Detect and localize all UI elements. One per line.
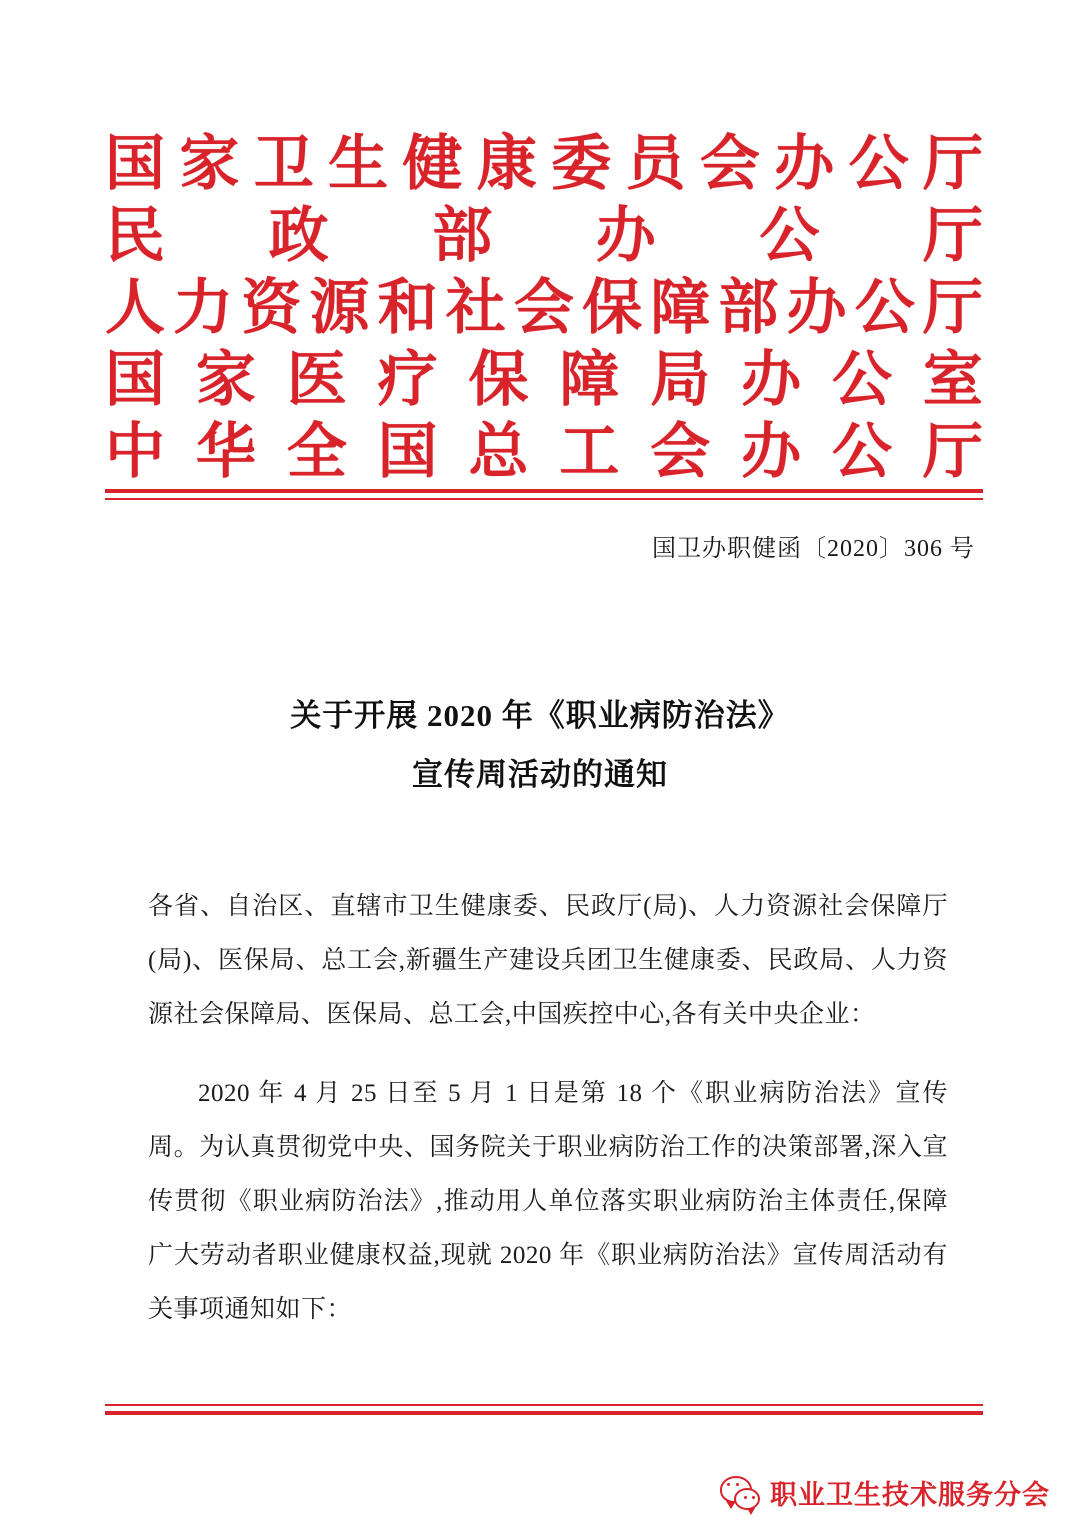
letterhead-char: 人 <box>105 275 165 341</box>
letterhead-char: 办 <box>741 419 802 485</box>
letterhead-char: 和 <box>377 275 438 341</box>
letterhead-char: 民 <box>105 203 165 269</box>
title-line-1: 关于开展 2020 年《职业病防治法》 <box>290 698 790 733</box>
letterhead-char: 办 <box>595 203 656 269</box>
letterhead-char: 障 <box>559 347 620 413</box>
letterhead-char: 委 <box>551 131 612 197</box>
letterhead-char: 卫 <box>253 131 314 197</box>
letterhead-char: 保 <box>582 275 643 341</box>
header-divider-thick <box>105 489 983 493</box>
letterhead-char: 资 <box>241 275 302 341</box>
letterhead-char: 厅 <box>922 131 983 197</box>
letterhead-char: 厅 <box>922 203 983 269</box>
letterhead-char: 会 <box>650 419 711 485</box>
letterhead-char: 医 <box>286 347 347 413</box>
letterhead-char: 办 <box>741 347 802 413</box>
letterhead-char: 社 <box>445 275 506 341</box>
letterhead-char: 政 <box>268 203 329 269</box>
letterhead-char: 公 <box>832 419 892 485</box>
letterhead-char: 公 <box>759 203 820 269</box>
letterhead-line-3 <box>105 272 983 344</box>
letterhead-char: 疗 <box>377 347 438 413</box>
letterhead-char: 力 <box>173 275 234 341</box>
letterhead-char: 总 <box>468 419 529 485</box>
letterhead-char: 障 <box>650 275 711 341</box>
header-divider <box>105 489 983 500</box>
letterhead-line-2 <box>105 200 983 272</box>
letterhead-char: 员 <box>625 131 686 197</box>
letterhead-line-4 <box>105 344 983 416</box>
letterhead-char: 全 <box>286 419 347 485</box>
letterhead-char: 工 <box>559 419 620 485</box>
letterhead-char: 国 <box>105 131 165 197</box>
letterhead-char: 办 <box>786 275 847 341</box>
letterhead-char: 局 <box>650 347 711 413</box>
footer-divider <box>105 1404 983 1415</box>
footer-account-tag <box>720 1473 1050 1512</box>
letterhead-char: 国 <box>105 347 165 413</box>
letterhead-char: 康 <box>476 131 537 197</box>
letterhead-char: 办 <box>774 131 835 197</box>
footer-divider-thin <box>105 1404 983 1406</box>
document-body <box>148 855 948 1362</box>
body-paragraph-recipients: 各省、自治区、直辖市卫生健康委、民政厅(局)、人力资源社会保障厅(局)、医保局、总工会,新疆生产建设兵团卫生健康委、民政局、人力资源社会保障局、医保局、总工会,中国疾控中心,各有关中央企业： <box>148 893 948 1028</box>
header-divider-thin <box>105 498 983 500</box>
letterhead-char: 部 <box>718 275 779 341</box>
letterhead-char: 会 <box>513 275 574 341</box>
letterhead-char: 国 <box>377 419 438 485</box>
letterhead-char: 会 <box>699 131 760 197</box>
letterhead-line-5 <box>105 416 983 488</box>
letterhead-char: 厅 <box>922 419 983 485</box>
letterhead-char: 华 <box>195 419 256 485</box>
body-paragraph-intro: 2020 年 4 月 25 日至 5 月 1 日是第 18 个《职业病防治法》宣传周。为认真贯彻党中央、国务院关于职业病防治工作的决策部署,深入宣传贯彻《职业病防治法》,推动用人单位落实职业病防治主体责任,保障广大劳动者职业健康权益,现就 2020 年《职业病防治法》宣传周活动有关事项通知如下： <box>148 1080 948 1323</box>
letterhead-char: 公 <box>832 347 892 413</box>
letterhead-char: 厅 <box>922 275 983 341</box>
letterhead-char: 公 <box>848 131 909 197</box>
document-number: 国卫办职健函〔2020〕306 号 <box>652 536 975 562</box>
letterhead-char: 源 <box>309 275 370 341</box>
letterhead-char: 家 <box>195 347 256 413</box>
letterhead-char: 生 <box>328 131 389 197</box>
letterhead-char: 室 <box>922 347 983 413</box>
footer-account-name: 职业卫生技术服务分会 <box>770 1480 1050 1510</box>
letterhead-char: 健 <box>402 131 463 197</box>
wechat-icon <box>720 1476 760 1510</box>
letterhead-char: 中 <box>105 419 165 485</box>
letterhead-char: 部 <box>432 203 493 269</box>
letterhead-char: 保 <box>468 347 529 413</box>
title-line-2: 宣传周活动的通知 <box>412 757 668 792</box>
footer-divider-thick <box>105 1411 983 1415</box>
letterhead-char: 家 <box>179 131 240 197</box>
letterhead-char: 公 <box>854 275 915 341</box>
document-title <box>0 686 1080 804</box>
letterhead-line-1 <box>105 128 983 200</box>
letterhead <box>105 128 983 488</box>
